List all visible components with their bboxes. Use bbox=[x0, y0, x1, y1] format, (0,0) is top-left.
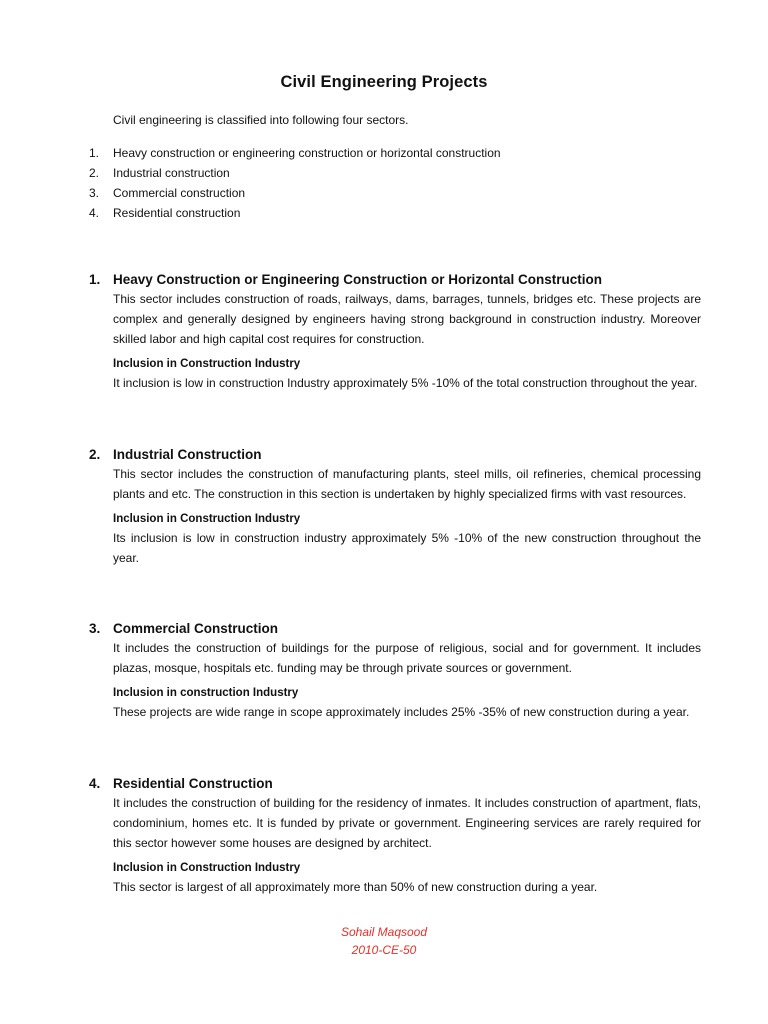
sector-list bbox=[89, 145, 501, 225]
subsection-body: These projects are wide range in scope approximately includes 25% -35% of new construction during a year. bbox=[113, 705, 690, 719]
subsection-heading: Inclusion in Construction Industry bbox=[113, 513, 301, 525]
list-item-number: 4. bbox=[89, 206, 100, 220]
section-industrial-construction bbox=[89, 446, 701, 568]
list-item-text: Residential construction bbox=[113, 206, 241, 220]
section-heavy-construction bbox=[89, 271, 701, 393]
list-item bbox=[89, 165, 501, 185]
section-title: Commercial Construction bbox=[113, 621, 279, 636]
list-item-number: 3. bbox=[89, 186, 100, 200]
section-number: 2. bbox=[89, 447, 101, 462]
subsection-heading: Inclusion in construction Industry bbox=[113, 687, 299, 699]
section-number: 4. bbox=[89, 776, 101, 791]
section-title: Heavy Construction or Engineering Construction or Horizontal Construction bbox=[113, 272, 603, 287]
author-id: 2010-CE-50 bbox=[351, 943, 417, 957]
list-item bbox=[89, 185, 501, 205]
subsection-heading: Inclusion in Construction Industry bbox=[113, 358, 301, 370]
section-body: This sector includes construction of roads, railways, dams, barrages, tunnels, bridges etc. These projects are complex and generally designed by engineers having strong background in construction industry. Moreover skilled labor and high capital cost requires for construction. bbox=[113, 292, 701, 346]
section-heading bbox=[89, 620, 701, 638]
subsection-body: It inclusion is low in construction Industry approximately 5% -10% of the total construction throughout the year. bbox=[113, 376, 698, 390]
list-item-text: Industrial construction bbox=[113, 166, 230, 180]
section-body: This sector includes the construction of manufacturing plants, steel mills, oil refineries, chemical processing plants and etc. The construction in this section is undertaken by highly specialized firms with vast resources. bbox=[113, 467, 701, 501]
author-name: Sohail Maqsood bbox=[340, 925, 428, 939]
subsection-body: Its inclusion is low in construction industry approximately 5% -10% of the new construction throughout the year. bbox=[113, 531, 701, 565]
subsection-heading: Inclusion in Construction Industry bbox=[113, 862, 301, 874]
subsection-body: This sector is largest of all approximately more than 50% of new construction during a year. bbox=[113, 880, 598, 894]
section-body: It includes the construction of buildings for the purpose of religious, social and for government. It includes plazas, mosque, hospitals etc. funding may be through private sources or government. bbox=[113, 641, 701, 675]
section-heading bbox=[89, 446, 701, 464]
list-item-number: 1. bbox=[89, 146, 100, 160]
section-title: Residential Construction bbox=[113, 776, 273, 791]
section-residential-construction bbox=[89, 775, 701, 897]
list-item-text: Commercial construction bbox=[113, 186, 246, 200]
list-item-number: 2. bbox=[89, 166, 100, 180]
list-item-text: Heavy construction or engineering construction or horizontal construction bbox=[113, 146, 501, 160]
section-heading bbox=[89, 775, 701, 793]
section-body: It includes the construction of building for the residency of inmates. It includes construction of apartment, flats, condominium, homes etc. It is funded by private or government. Engineering services are rarely required for this sector however some houses are designed by architect. bbox=[113, 796, 701, 850]
list-item bbox=[89, 145, 501, 165]
intro-text: Civil engineering is classified into following four sectors. bbox=[113, 113, 409, 127]
section-number: 3. bbox=[89, 621, 101, 636]
section-heading bbox=[89, 271, 701, 289]
list-item bbox=[89, 205, 501, 225]
section-number: 1. bbox=[89, 272, 101, 287]
section-commercial-construction bbox=[89, 620, 701, 722]
page-title: Civil Engineering Projects bbox=[280, 73, 488, 91]
section-title: Industrial Construction bbox=[113, 447, 262, 462]
